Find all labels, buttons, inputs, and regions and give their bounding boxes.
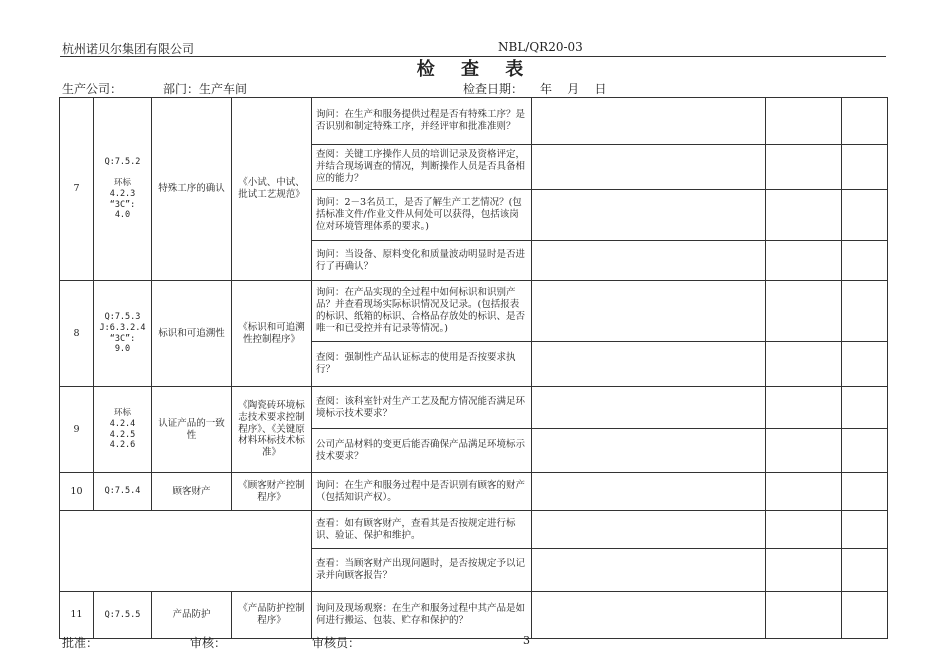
reference-document: 《小试、中试、批试工艺规范》 xyxy=(232,98,312,281)
company-name: 杭州诺贝尔集团有限公司 xyxy=(62,42,195,56)
check-question: 询问：当设备、原料变化和质量波动明显时是否进行了再确认？ xyxy=(312,241,532,281)
review-label: 审核： xyxy=(190,636,227,650)
check-question: 公司产品材料的变更后能否确保产品满足环境标示技术要求？ xyxy=(312,429,532,473)
remark-cell[interactable] xyxy=(842,429,888,473)
remark-cell[interactable] xyxy=(842,473,888,511)
result-cell[interactable] xyxy=(766,145,842,190)
check-question: 询问：在生产和服务提供过程是否有特殊工序？是否识别和制定特殊工序，并经评审和批准准则？ xyxy=(312,98,532,145)
table-row xyxy=(60,387,888,429)
record-cell[interactable] xyxy=(532,511,766,549)
table-row xyxy=(60,281,888,342)
row-number: 8 xyxy=(60,281,94,387)
check-question: 询问：2－3名员工，是否了解生产工艺情况？(包括标准文件/作业文件从何处可以获得，包括该岗位对环境管理体系的要求。) xyxy=(312,190,532,241)
record-cell[interactable] xyxy=(532,473,766,511)
record-cell[interactable] xyxy=(532,429,766,473)
check-item: 认证产品的一致性 xyxy=(152,387,232,473)
result-cell[interactable] xyxy=(766,511,842,549)
clause-ref: Q:7.5.4 xyxy=(94,473,152,511)
clause-ref: 环标 4.2.4 4.2.5 4.2.6 xyxy=(94,387,152,473)
row-number: 11 xyxy=(60,592,94,639)
result-cell[interactable] xyxy=(766,387,842,429)
record-cell[interactable] xyxy=(532,387,766,429)
department-label: 部门：生产车间 xyxy=(163,82,248,96)
remark-cell[interactable] xyxy=(842,281,888,342)
table-row xyxy=(60,511,888,549)
result-cell[interactable] xyxy=(766,342,842,387)
check-item: 顾客财产 xyxy=(152,473,232,511)
check-item: 标识和可追溯性 xyxy=(152,281,232,387)
empty-merged-cell xyxy=(60,511,312,592)
remark-cell[interactable] xyxy=(842,342,888,387)
record-cell[interactable] xyxy=(532,190,766,241)
checklist-table xyxy=(59,97,888,639)
result-cell[interactable] xyxy=(766,190,842,241)
date-fields: 年 月 日 xyxy=(540,82,607,96)
page-title: 检 查 表 xyxy=(416,59,534,80)
remark-cell[interactable] xyxy=(842,98,888,145)
document-code: NBL/QR20-03 xyxy=(498,40,583,54)
reference-document: 《陶瓷砖环境标志技术要求控制程序》、《关键原材料环标技术标准》 xyxy=(232,387,312,473)
table-row xyxy=(60,98,888,145)
row-number: 10 xyxy=(60,473,94,511)
check-question: 查看：如有顾客财产，查看其是否按规定进行标识、验证、保护和维护。 xyxy=(312,511,532,549)
remark-cell[interactable] xyxy=(842,511,888,549)
check-question: 询问及现场观察：在生产和服务过程中其产品是如何进行搬运、包装、贮存和保护的？ xyxy=(312,592,532,639)
check-item: 特殊工序的确认 xyxy=(152,98,232,281)
result-cell[interactable] xyxy=(766,429,842,473)
result-cell[interactable] xyxy=(766,281,842,342)
result-cell[interactable] xyxy=(766,98,842,145)
check-question: 询问：在产品实现的全过程中如何标识和识别产品？并查看现场实际标识情况及记录。(包括报表的标识、纸箱的标识、合格品存放处的标识、是否唯一和已受控并有记录等情况。) xyxy=(312,281,532,342)
remark-cell[interactable] xyxy=(842,387,888,429)
record-cell[interactable] xyxy=(532,241,766,281)
page-number: 3 xyxy=(523,634,530,647)
production-company-label: 生产公司： xyxy=(62,82,123,96)
auditor-label: 审核员： xyxy=(312,636,361,650)
remark-cell[interactable] xyxy=(842,549,888,592)
record-cell[interactable] xyxy=(532,281,766,342)
remark-cell[interactable] xyxy=(842,190,888,241)
result-cell[interactable] xyxy=(766,592,842,639)
remark-cell[interactable] xyxy=(842,241,888,281)
clause-ref: Q:7.5.2 环标 4.2.3 “3C”: 4.0 xyxy=(94,98,152,281)
reference-document: 《标识和可追溯性控制程序》 xyxy=(232,281,312,387)
row-number: 9 xyxy=(60,387,94,473)
check-question: 查阅：关键工序操作人员的培训记录及资格评定，并结合现场调查的情况，判断操作人员是否具备相应的能力？ xyxy=(312,145,532,190)
reference-document: 《顾客财产控制程序》 xyxy=(232,473,312,511)
clause-ref: Q:7.5.5 xyxy=(94,592,152,639)
record-cell[interactable] xyxy=(532,592,766,639)
reference-document: 《产品防护控制程序》 xyxy=(232,592,312,639)
record-cell[interactable] xyxy=(532,549,766,592)
remark-cell[interactable] xyxy=(842,145,888,190)
check-question: 查看：当顾客财产出现问题时，是否按规定予以记录并向顾客报告？ xyxy=(312,549,532,592)
result-cell[interactable] xyxy=(766,241,842,281)
result-cell[interactable] xyxy=(766,549,842,592)
check-item: 产品防护 xyxy=(152,592,232,639)
check-date-label: 检查日期： xyxy=(463,82,524,96)
record-cell[interactable] xyxy=(532,145,766,190)
row-number: 7 xyxy=(60,98,94,281)
table-row xyxy=(60,592,888,639)
check-question: 查阅：该科室针对生产工艺及配方情况能否满足环境标示技术要求？ xyxy=(312,387,532,429)
result-cell[interactable] xyxy=(766,473,842,511)
check-question: 询问：在生产和服务过程中是否识别有顾客的财产（包括知识产权）。 xyxy=(312,473,532,511)
record-cell[interactable] xyxy=(532,342,766,387)
remark-cell[interactable] xyxy=(842,592,888,639)
record-cell[interactable] xyxy=(532,98,766,145)
check-question: 查阅：强制性产品认证标志的使用是否按要求执行？ xyxy=(312,342,532,387)
table-row xyxy=(60,473,888,511)
approve-label: 批准： xyxy=(62,636,99,650)
clause-ref: Q:7.5.3 J:6.3.2.4 “3C”: 9.0 xyxy=(94,281,152,387)
